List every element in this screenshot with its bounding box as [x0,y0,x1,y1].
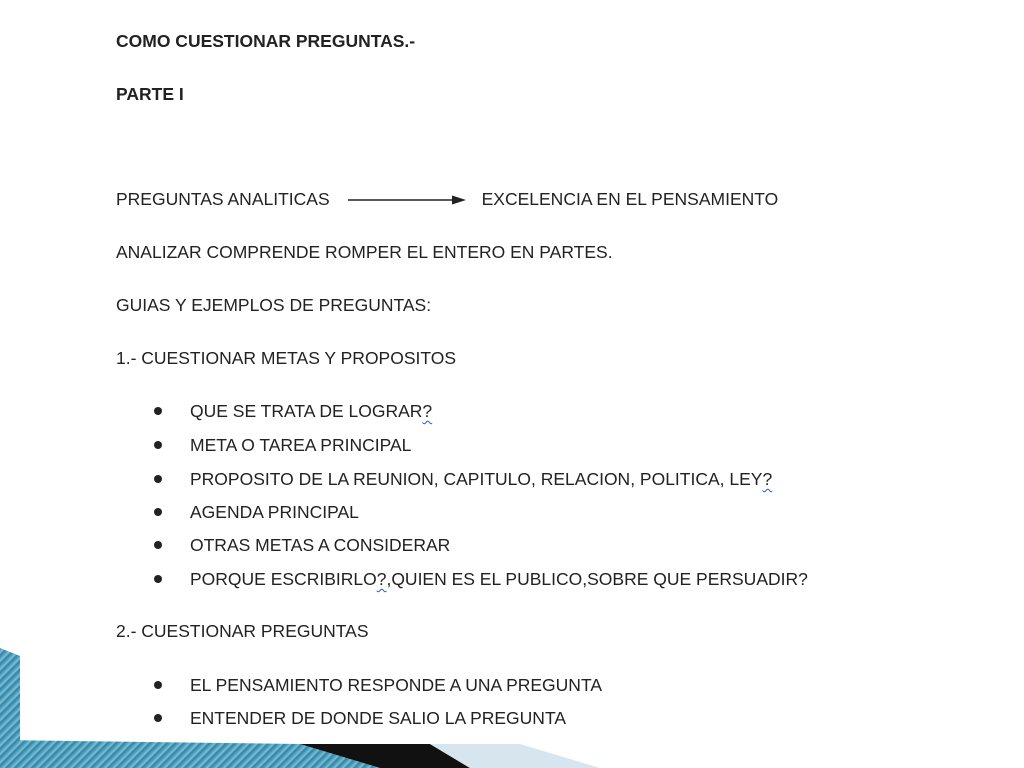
list-item-text: EL PENSAMIENTO RESPONDE A UNA PREGUNTA [190,675,603,695]
bullet-icon [154,681,162,689]
guides-heading: GUIAS Y EJEMPLOS DE PREGUNTAS: [116,295,432,315]
decor-left-band [0,648,20,768]
list-item-text: META O TAREA PRINCIPAL [190,435,412,455]
analyze-line: ANALIZAR COMPRENDE ROMPER EL ENTERO EN PARTES. [116,242,613,262]
analytic-row [116,188,778,210]
bullet-icon [154,541,162,549]
part-heading: PARTE I [116,84,184,104]
list-item-text: QUE SE TRATA DE LOGRAR [190,401,423,421]
bullet-icon [154,508,162,516]
list-item-text: PROPOSITO DE LA REUNION, CAPITULO, RELACION, POLITICA, LEY [190,469,763,489]
bullet-icon [154,475,162,483]
analytic-right-text: EXCELENCIA EN EL PENSAMIENTO [481,189,779,209]
document-title: COMO CUESTIONAR PREGUNTAS.- [116,31,416,51]
spellcheck-mark: ? [762,469,773,489]
bullet-icon [154,575,162,583]
bullet-icon [154,714,162,722]
list-item-text: AGENDA PRINCIPAL [190,502,359,522]
spellcheck-mark: ? [376,569,387,589]
list-item-text: PORQUE ESCRIBIRLO [190,569,377,589]
spellcheck-mark: ? [422,401,433,421]
section1-heading: 1.- CUESTIONAR METAS Y PROPOSITOS [116,348,457,368]
analytic-left-text: PREGUNTAS ANALITICAS [116,189,330,209]
right-arrow-icon [348,194,466,206]
bullet-icon [154,441,162,449]
section2-heading: 2.- CUESTIONAR PREGUNTAS [116,621,369,641]
document-page [116,0,996,768]
list-item-text: OTRAS METAS A CONSIDERAR [190,535,451,555]
list-item-text: ENTENDER DE DONDE SALIO LA PREGUNTA [190,708,567,728]
bullet-icon [154,407,162,415]
list-item-text-rest: ,QUIEN ES EL PUBLICO,SOBRE QUE PERSUADIR? [386,569,808,589]
